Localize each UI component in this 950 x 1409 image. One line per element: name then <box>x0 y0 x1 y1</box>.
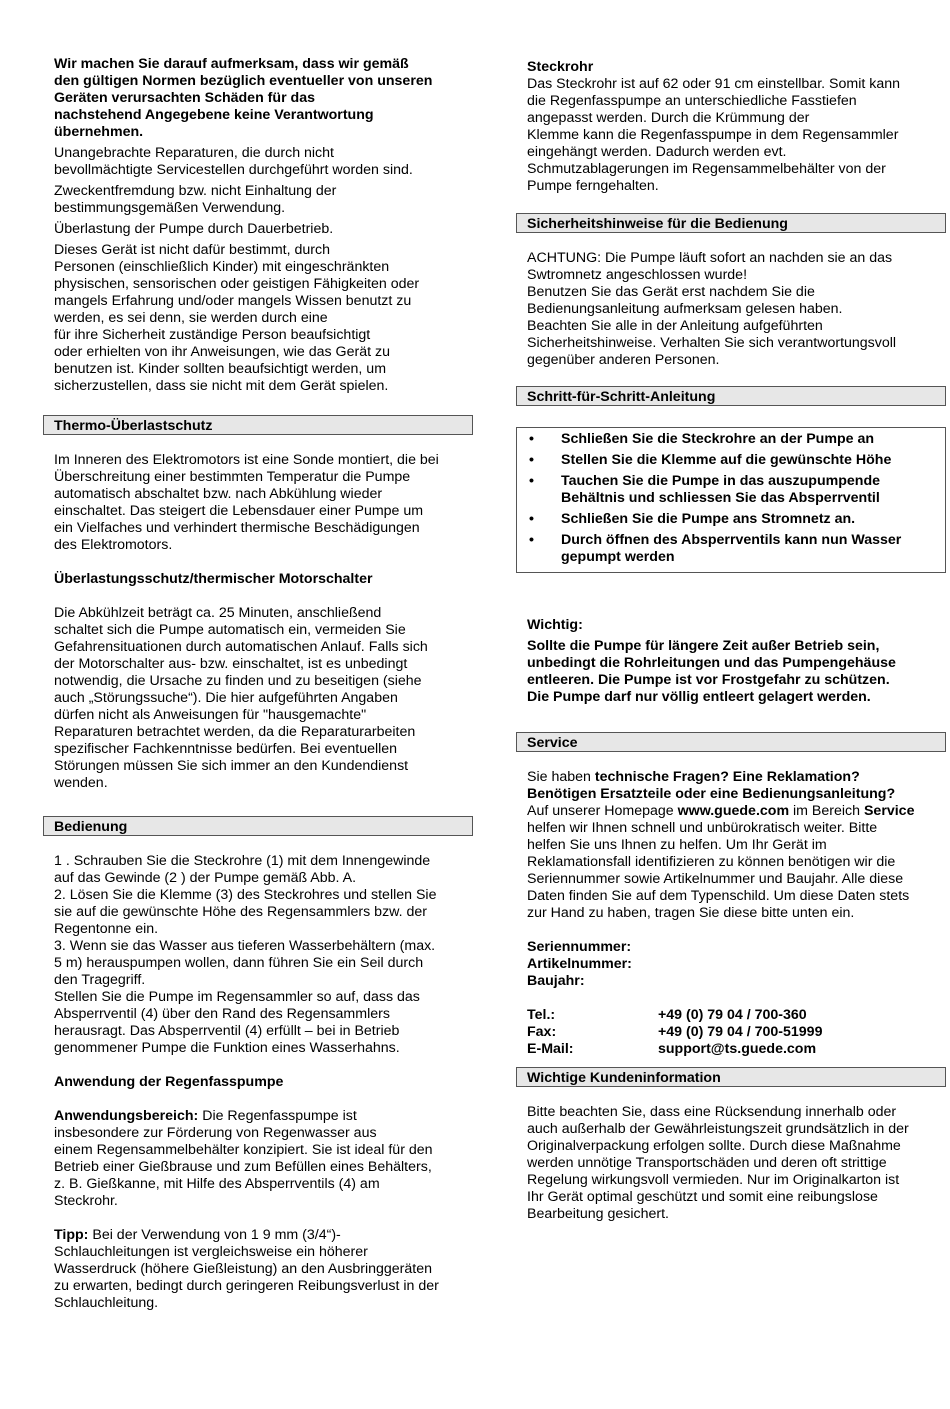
text-line: Im Inneren des Elektromotors ist eine Sonde montiert, die bei <box>54 452 439 468</box>
steckrohr-heading: Steckrohr <box>527 59 594 75</box>
text-line: Durch öffnen des Absperrventils kann nun Wasser <box>561 532 902 548</box>
text-line: nachstehend Angegebene keine Verantwortung <box>54 107 374 123</box>
text-line: spezifischer Fachkenntnisse bedürfen. Bei eventuellen <box>54 741 398 757</box>
text-line: den gültigen Normen bezüglich eventueller von unseren <box>54 73 433 89</box>
text-line: Benutzen Sie das Gerät erst nachdem Sie die <box>527 284 815 300</box>
contact-label: Tel.: <box>527 1007 556 1023</box>
overload-text <box>54 605 464 792</box>
bullet-icon: • <box>529 431 534 447</box>
text-line: den Tragegriff. <box>54 972 146 988</box>
contact-row <box>527 1041 937 1058</box>
text-line: Beachten Sie alle in der Anleitung aufgeführten <box>527 318 823 334</box>
contact-label: E-Mail: <box>527 1041 574 1057</box>
bullet-icon: • <box>529 511 534 527</box>
text-line: Sollte die Pumpe für längere Zeit außer Betrieb sein, <box>527 638 880 654</box>
text-line: Schließen Sie die Pumpe ans Stromnetz an. <box>561 511 856 527</box>
text-line: sicherzustellen, dass sie nicht mit dem Gerät spielen. <box>54 378 389 394</box>
text-line: gepumpt werden <box>561 549 675 565</box>
text-line: Die Pumpe darf nur völlig entleert gelagert werden. <box>527 689 871 705</box>
text-line: Reklamationsfall identifizieren zu können benötigen wir die <box>527 854 896 870</box>
text-line: einschaltet. Das steigert die Lebensdauer einer Pumpe um <box>54 503 424 519</box>
service-rest <box>527 820 909 921</box>
text-line: der Motorschalter aus- bzw. einschaltet, ist es unbedingt <box>54 656 408 672</box>
paragraph-overload <box>54 221 464 238</box>
text-line: Steckrohr. <box>54 1193 118 1209</box>
text-line: Schließen Sie die Steckrohre an der Pumpe an <box>561 431 875 447</box>
text-line: Geräten verursachten Schäden für das <box>54 90 315 106</box>
text-line: Klemme kann die Regenfasspumpe in dem Regensammler <box>527 127 899 143</box>
thermo-text <box>54 452 464 554</box>
text-line: übernehmen. <box>54 124 144 140</box>
text-line: werden unnötige Transportschäden und deren oft strittige <box>527 1155 887 1171</box>
text-line: Stellen Sie die Pumpe im Regensammler so auf, dass das <box>54 989 420 1005</box>
tipp-rest <box>54 1244 439 1311</box>
text-line: Regentonne ein. <box>54 921 159 937</box>
text-line: insbesondere zur Förderung von Regenwasser aus <box>54 1125 377 1141</box>
text-line: bevollmächtigte Servicestellen durchgeführt worden sind. <box>54 162 413 178</box>
bullet-icon: • <box>529 452 534 468</box>
text-line: Tauchen Sie die Pumpe in das auszupumpende <box>561 473 881 489</box>
text-line: Stellen Sie die Klemme auf die gewünschte Höhe <box>561 452 892 468</box>
section-header-kunden: Wichtige Kundeninformation <box>516 1067 946 1087</box>
homepage-link[interactable]: www.guede.com <box>677 803 790 819</box>
anwendung-heading: Anwendung der Regenfasspumpe <box>54 1074 284 1090</box>
text-line: Schmutzablagerungen im Regensammelbehälter von der <box>527 161 886 177</box>
text-line: Daten finden Sie auf dem Typenschild. Um diese Daten stets <box>527 888 910 904</box>
paragraph-repairs <box>54 145 464 179</box>
text-line: helfen wir Ihnen schnell und unbürokratisch weiter. Bitte <box>527 820 878 836</box>
text-line: entleeren. Die Pumpe ist vor Frostgefahr zu schützen. <box>527 672 890 688</box>
tipp-label: Tipp: <box>54 1227 89 1243</box>
step-text <box>561 431 874 448</box>
anwendungsbereich-text <box>54 1108 464 1210</box>
step-text <box>561 452 891 469</box>
text-line: Personen (einschließlich Kinder) mit eingeschränkten <box>54 259 390 275</box>
text-line: Wasserdruck (höhere Gießleistung) an den Ausbringgeräten <box>54 1261 433 1277</box>
text-line: die Regenfasspumpe an unterschiedliche Fasstiefen <box>527 93 857 109</box>
text-line: Pumpe ferngehalten. <box>527 178 659 194</box>
text-line: notwendig, die Ursache zu finden und zu beseitigen (siehe <box>54 673 422 689</box>
contact-label: Fax: <box>527 1024 557 1040</box>
text-line: Swtromnetz angeschlossen wurde! <box>527 267 748 283</box>
text-line: Überschreitung einer bestimmten Temperatur die Pumpe <box>54 469 411 485</box>
text-line: oder erhielten von ihr Anweisungen, wie das Gerät zu <box>54 344 390 360</box>
text-line: Wir machen Sie darauf aufmerksam, dass wir gemäß <box>54 56 409 72</box>
step-item <box>529 473 937 507</box>
text-line: Bearbeitung gesichert. <box>527 1206 669 1222</box>
text-line: Regelung wirkungsvoll vermieden. Nur im Originalkarton ist <box>527 1172 900 1188</box>
service-l1a: Sie haben <box>527 769 595 785</box>
text-line: Überlastung der Pumpe durch Dauerbetrieb. <box>54 221 334 237</box>
text-line: 1 . Schrauben Sie die Steckrohre (1) mit dem Innengewinde <box>54 853 431 869</box>
bullet-icon: • <box>529 532 534 548</box>
text-line: bestimmungsgemäßen Verwendung. <box>54 200 286 216</box>
text-line: herausragt. Das Absperrventil (4) erfüllt – bei in Betrieb <box>54 1023 400 1039</box>
text-line: ACHTUNG: Die Pumpe läuft sofort an nachden sie an das <box>527 250 893 266</box>
kunden-text <box>527 1104 937 1223</box>
paragraph-children <box>54 242 464 395</box>
anwendungsbereich-label: Anwendungsbereich: <box>54 1108 199 1124</box>
bedienung-text <box>54 853 464 1057</box>
contact-table <box>527 1007 937 1058</box>
bullet-icon: • <box>529 473 534 489</box>
text-line: Schlauchleitung. <box>54 1295 159 1311</box>
text-line: sie auf die gewünschte Höhe des Regensammlers bzw. der <box>54 904 428 920</box>
text-line: auf das Gewinde (2 ) der Pumpe gemäß Abb. A. <box>54 870 357 886</box>
text-line: Bedienungsanleitung aufmerksam gelesen haben. <box>527 301 843 317</box>
text-line: für ihre Sicherheit zuständige Person beaufsichtigt <box>54 327 371 343</box>
section-header-thermo: Thermo-Überlastschutz <box>43 415 473 435</box>
liability-notice <box>54 56 464 141</box>
text-line: Seriennummer: <box>527 939 632 955</box>
text-line: Behältnis und schliessen Sie das Absperrventil <box>561 490 880 506</box>
tipp-text <box>54 1227 464 1312</box>
section-header-service: Service <box>516 732 946 752</box>
text-line: 3. Wenn sie das Wasser aus tieferen Wasserbehältern (max. <box>54 938 436 954</box>
text-line: Sicherheitshinweise. Verhalten Sie sich verantwortungsvoll <box>527 335 897 351</box>
text-line: Das Steckrohr ist auf 62 oder 91 cm einstellbar. Somit kann <box>527 76 900 92</box>
steps-list <box>516 427 946 573</box>
step-item <box>529 452 937 469</box>
text-line: Dieses Gerät ist nicht dafür bestimmt, durch <box>54 242 330 258</box>
text-line: benutzen ist. Kinder sollten beaufsichtigt werden, um <box>54 361 387 377</box>
text-line: Die Abkühlzeit beträgt ca. 25 Minuten, anschließend <box>54 605 382 621</box>
text-line: angepasst werden. Durch die Krümmung der <box>527 110 810 126</box>
text-line: Ihr Gerät optimal geschützt und somit eine reibungslose <box>527 1189 878 1205</box>
text-line: genommener Pumpe die Funktion eines Wasserhahns. <box>54 1040 400 1056</box>
text-line: helfen Sie uns Ihnen zu helfen. Um Ihr Gerät im <box>527 837 827 853</box>
contact-value[interactable]: support@ts.guede.com <box>658 1041 817 1057</box>
text-line: physischen, sensorischen oder geistigen Fähigkeiten oder <box>54 276 420 292</box>
steckrohr-text <box>527 76 937 195</box>
text-line: auch „Störungssuche“). Die hier aufgeführten Angaben <box>54 690 398 706</box>
text-line: auch außerhalb der Gewährleistungszeit grundsätzlich in der <box>527 1121 909 1137</box>
text-line: Unangebrachte Reparaturen, die durch nicht <box>54 145 334 161</box>
service-l1b: technische Fragen? Eine Reklamation? <box>594 769 860 785</box>
right-column <box>527 59 937 1223</box>
contact-row <box>527 1024 937 1041</box>
text-line: des Elektromotors. <box>54 537 173 553</box>
text-line: Absperrventil (4) über den Rand des Regensammlers <box>54 1006 390 1022</box>
text-line: z. B. Gießkanne, mit Hilfe des Absperrventils (4) am <box>54 1176 380 1192</box>
anwendungsbereich-rest <box>54 1125 433 1209</box>
text-line: Störungen müssen Sie sich immer an den Kundendienst <box>54 758 409 774</box>
wichtig-label: Wichtig: <box>527 617 583 633</box>
service-l3c: im Bereich <box>789 803 864 819</box>
contact-value: +49 (0) 79 04 / 700-51999 <box>658 1024 823 1040</box>
section-header-steps: Schritt-für-Schritt-Anleitung <box>516 386 946 406</box>
text-line: Bitte beachten Sie, dass eine Rücksendung innerhalb oder <box>527 1104 897 1120</box>
text-line: Reparaturen betrachtet werden, da die Reparaturarbeiten <box>54 724 416 740</box>
text-line: unbedingt die Rohrleitungen und das Pumpengehäuse <box>527 655 896 671</box>
text-line: dürfen nicht als Anweisungen für "hausgemachte" <box>54 707 367 723</box>
left-column <box>54 56 464 1312</box>
text-line: Originalverpackung erfolgen sollte. Durch diese Maßnahme <box>527 1138 901 1154</box>
text-line: 5 m) herauspumpen wollen, dann führen Sie ein Seil durch <box>54 955 424 971</box>
step-item <box>529 431 937 448</box>
text-line: 2. Lösen Sie die Klemme (3) des Steckrohres und stellen Sie <box>54 887 437 903</box>
overload-heading: Überlastungsschutz/thermischer Motorschalter <box>54 571 373 587</box>
text-line: zu erwarten, bedingt durch geringeren Reibungsverlust in der <box>54 1278 439 1294</box>
step-item <box>529 532 937 566</box>
text-line: gegenüber anderen Personen. <box>527 352 720 368</box>
text-line: Schlauchleitungen ist vergleichsweise ein höherer <box>54 1244 368 1260</box>
service-text <box>527 769 937 922</box>
service-l3d: Service <box>863 803 915 819</box>
contact-value: +49 (0) 79 04 / 700-360 <box>658 1007 807 1023</box>
tipp-first: Bei der Verwendung von 1 9 mm (3/4“)- <box>88 1227 341 1243</box>
safety-text <box>527 250 937 369</box>
text-line: zur Hand zu haben, tragen Sie diese bitte unten ein. <box>527 905 855 921</box>
product-fields <box>527 939 937 990</box>
paragraph-misuse <box>54 183 464 217</box>
step-item <box>529 511 937 528</box>
step-text <box>561 473 880 507</box>
text-line: mangels Erfahrung und/oder mangels Wissen benutzt zu <box>54 293 412 309</box>
text-line: Gefahrensituationen durch automatischen Anlauf. Falls sich <box>54 639 428 655</box>
section-header-bedienung: Bedienung <box>43 816 473 836</box>
section-header-safety: Sicherheitshinweise für die Bedienung <box>516 213 946 233</box>
text-line: Seriennummer sowie Artikelnummer und Baujahr. Alle diese <box>527 871 904 887</box>
text-line: ein Vielfaches und verhindert thermische Beschädigungen <box>54 520 420 536</box>
text-line: schaltet sich die Pumpe automatisch ein, vermeiden Sie <box>54 622 406 638</box>
anwendungsbereich-first: Die Regenfasspumpe ist <box>198 1108 357 1124</box>
step-text <box>561 511 855 528</box>
wichtig-text <box>527 638 937 706</box>
text-line: wenden. <box>54 775 108 791</box>
contact-row <box>527 1007 937 1024</box>
text-line: werden, es sei denn, sie werden durch eine <box>54 310 328 326</box>
text-line: eingehängt werden. Dadurch werden evt. <box>527 144 787 160</box>
text-line: Betrieb einer Gießbrause und zum Befüllen eines Behälters, <box>54 1159 432 1175</box>
text-line: automatisch abschaltet bzw. nach Abkühlung wieder <box>54 486 383 502</box>
text-line: Zweckentfremdung bzw. nicht Einhaltung der <box>54 183 337 199</box>
service-l2: Benötigen Ersatzteile oder eine Bedienungsanleitung? <box>527 786 896 802</box>
text-line: Artikelnummer: <box>527 956 632 972</box>
service-l3a: Auf unserer Homepage <box>527 803 678 819</box>
step-text <box>561 532 901 566</box>
text-line: einem Regensammelbehälter konzipiert. Sie ist ideal für den <box>54 1142 433 1158</box>
text-line: Baujahr: <box>527 973 585 989</box>
